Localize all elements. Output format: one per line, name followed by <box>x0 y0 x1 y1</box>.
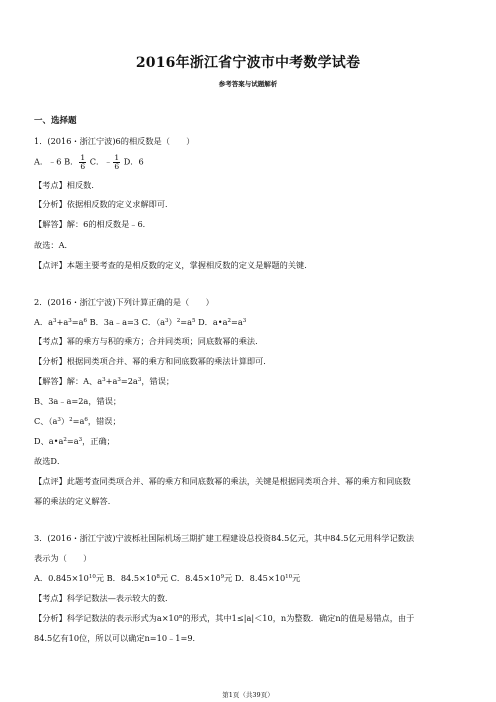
q3-stem-2: 表示为（ ） <box>34 553 92 563</box>
q3-fenxi-1: 【分析】科学记数法的表示形式为$a\times 10^n$的形式，其中1≤|a|＜10，n为整数．确定n的值是易错点，由于 <box>34 613 415 623</box>
q3-kaodian: 【考点】科学记数法—表示较大的数． <box>34 593 174 603</box>
q2-jieda: 【解答】解：A、$a^3+a^3=2a^3$，错误； <box>34 376 175 386</box>
frac-numerator: 1 <box>80 153 86 162</box>
q2-kaodian: 【考点】幂的乘方与积的乘方；合并同类项；同底数幂的乘法． <box>34 336 264 346</box>
q3-fenxi-2: 84.5亿有10位，所以可以确定n=10﹣1=9． <box>34 633 201 643</box>
page-footer: 第1页（共39页） <box>222 691 274 699</box>
q2-line-d: D、$a•a^2=a^3$，正确； <box>34 436 115 446</box>
q2-line-c: C、$(a^3)^2=a^6$，错误； <box>34 416 121 426</box>
q2-stem: 2．(2016・浙江宁波)下列计算正确的是（ ） <box>34 297 214 307</box>
q2-dianping-1: 【点评】此题考查同类项合并、幂的乘方和同底数幂的乘法，关键是根据同类项合并、幂的乘方和同底数 <box>34 476 411 486</box>
q1-jieda: 【解答】解：6的相反数是﹣6． <box>34 219 151 229</box>
q3-options: A．$0.845\times 10^{10}$元 B．$84.5\times 10^8$元 C．$8.45\times 10^9$元 D．$8.45\times 10^{10}$元 <box>34 573 301 583</box>
q1-option-c: C．﹣ <box>87 156 113 167</box>
frac-denominator: 6 <box>114 162 120 171</box>
q2-dianping-2: 幂的乘法的定义解答． <box>34 496 116 506</box>
q2-options: A．$a^3+a^3=a^6$ B．3a﹣a=3 C．$(a^3)^2=a^5$ D．$a•a^2=a^3$ <box>34 317 247 327</box>
frac-numerator: 1 <box>114 153 120 162</box>
frac-denominator: 6 <box>80 162 86 171</box>
q1-fraction-c <box>113 154 120 171</box>
q1-kaodian: 【考点】相反数． <box>34 180 100 190</box>
section-heading: 一、选择题 <box>34 116 77 126</box>
q1-dianping: 【点评】本题主要考查的是相反数的定义，掌握相反数的定义是解题的关键． <box>34 260 313 270</box>
q2-line-b: B、3a﹣a=2a，错误； <box>34 396 122 406</box>
page-subtitle: 参考答案与试题解析 <box>218 80 278 88</box>
q2-fenxi: 【分析】根据同类项合并、幂的乘方和同底数幂的乘法计算即可． <box>34 356 272 366</box>
q1-fraction-b <box>79 154 86 171</box>
q1-options <box>34 154 144 171</box>
q1-stem: 1．(2016・浙江宁波)6的相反数是（ ） <box>34 136 195 146</box>
q3-stem-1: 3．(2016・浙江宁波)宁波栎社国际机场三期扩建工程建设总投资84.5亿元，其中84.5亿元用科学记数法 <box>34 533 415 543</box>
page-title: 2016年浙江省宁波市中考数学试卷 <box>135 55 361 71</box>
q1-option-a-b: A．﹣6 B． <box>34 156 79 167</box>
q1-fenxi: 【分析】依据相反数的定义求解即可． <box>34 199 174 209</box>
q2-answer: 故选D． <box>34 456 66 466</box>
q1-option-d: D．6 <box>121 156 144 167</box>
q1-answer: 故选：A． <box>34 240 73 250</box>
